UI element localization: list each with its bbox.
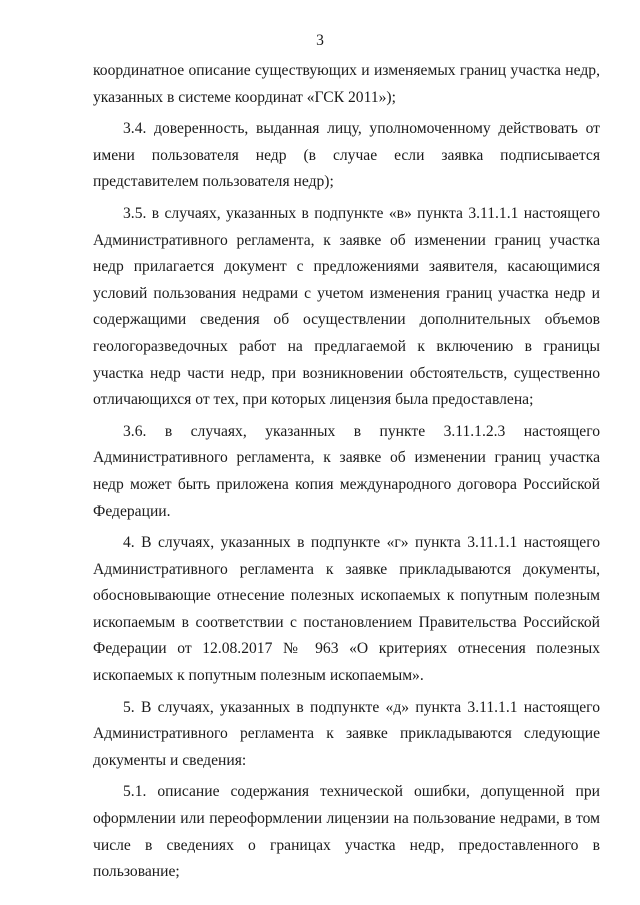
paragraph-5: 5. В случаях, указанных в подпункте «д» пункта 3.11.1.1 настоящего Административного регламента к заявке прикладываются следующие документы и сведения: bbox=[93, 698, 600, 769]
paragraph-3-5: 3.5. в случаях, указанных в подпункте «в» пункта 3.11.1.1 настоящего Административного регламента, к заявке об изменении границ участка недр прилагается документ с предложениями заявителя, касающимися условий пользования недрами с учетом изменения границ участка недр и содержащими сведения об осуществлении дополнительных объемов геологоразведочных работ на предлагаемой к включению в границы участка недр части недр, при возникновении обстоятельств, существенно отличающихся от тех, при которых лицензия была предоставлена; bbox=[93, 204, 600, 409]
paragraph-3-6: 3.6. в случаях, указанных в пункте 3.11.1.2.3 настоящего Административного регламента, к заявке об изменении границ участка недр может быть приложена копия международного договора Российской Федерации. bbox=[93, 422, 600, 520]
paragraph-5-1: 5.1. описание содержания технической ошибки, допущенной при оформлении или переоформлении лицензии на пользование недрами, в том числе в сведениях о границах участка недр, предоставленного в пользование; bbox=[93, 783, 600, 881]
page-number: 3 bbox=[316, 32, 324, 49]
paragraph-3-4: 3.4. доверенность, выданная лицу, уполномоченному действовать от имени пользователя недр (в случае если заявка подписывается представителем пользователя недр); bbox=[93, 120, 600, 191]
document-body bbox=[93, 58, 600, 886]
paragraph-continuation: координатное описание существующих и изменяемых границ участка недр, указанных в системе координат «ГСК 2011»); bbox=[93, 62, 600, 106]
paragraph-4: 4. В случаях, указанных в подпункте «г» пункта 3.11.1.1 настоящего Административного регламента к заявке прикладываются документы, обосновывающие отнесение полезных ископаемых к попутным полезным ископаемым в соответствии с постановлением Правительства Российской Федерации от 12.08.2017 № 963 «О критериях отнесения полезных ископаемых к попутным полезным ископаемым». bbox=[93, 534, 600, 685]
